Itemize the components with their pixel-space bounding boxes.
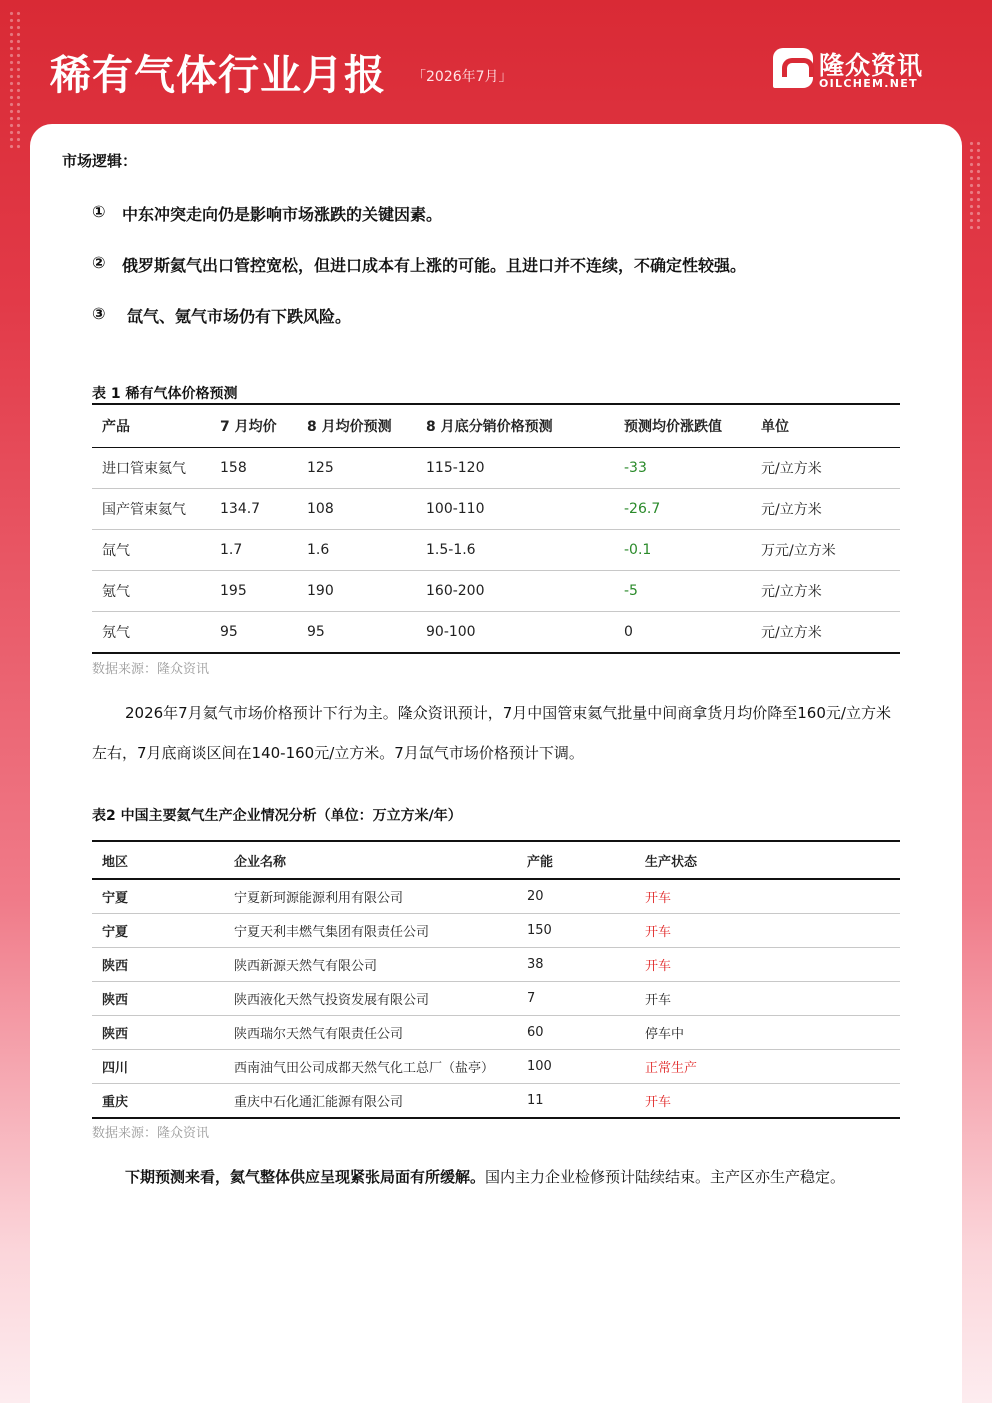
table-cell: 陕西: [92, 948, 224, 982]
table-row: [92, 530, 900, 571]
table-row: [92, 948, 900, 982]
table-cell: 宁夏: [92, 914, 224, 948]
outlook-text: 国内主力企业检修预计陆续结束。主产区亦生产稳定。: [485, 1168, 846, 1186]
table-cell: 宁夏新珂源能源利用有限公司: [224, 879, 517, 914]
table1-source: 数据来源：隆众资讯: [92, 662, 210, 677]
table-row: [92, 982, 900, 1016]
outlook-bold-text: 下期预测来看，氦气整体供应呈现紧张局面有所缓解。: [125, 1168, 486, 1186]
table-cell: 195: [210, 571, 297, 612]
column-header: 生产状态: [635, 841, 900, 879]
table-row: [92, 914, 900, 948]
table-cell: 正常生产: [635, 1050, 900, 1084]
table-cell: 108: [297, 489, 416, 530]
table-cell: 开车: [635, 914, 900, 948]
oilchem-logo: [773, 48, 939, 90]
oilchem-logo-icon: [773, 48, 813, 88]
table-header-row: [92, 404, 900, 448]
point-text: 俄罗斯氦气出口管控宽松，但进口成本有上涨的可能。且进口并不连续，不确定性较强。: [122, 256, 747, 275]
report-period: 「2026年7月」: [412, 69, 513, 85]
table-cell: 氖气: [102, 625, 130, 641]
column-header: 单位: [751, 404, 900, 448]
point-number: ①: [92, 202, 106, 221]
table-cell: 134.7: [210, 489, 297, 530]
table-cell: 四川: [92, 1050, 224, 1084]
table-cell: 重庆中石化通汇能源有限公司: [234, 1095, 404, 1110]
decorative-dots-right: [968, 140, 982, 230]
outlook-paragraph: [92, 1157, 900, 1197]
table-cell: 元/立方米: [751, 448, 900, 489]
table2-source: 数据来源：隆众资讯: [92, 1126, 210, 1141]
table-cell: 国产管束氦气: [92, 489, 210, 530]
table-cell: 95: [220, 624, 238, 640]
table-cell: 开车: [635, 879, 900, 914]
table-row: [92, 879, 900, 914]
table-cell: 0: [624, 624, 633, 640]
table-cell: 万元/立方米: [751, 530, 900, 571]
table-cell: 11: [527, 1093, 544, 1108]
table-cell: 氪气: [92, 571, 210, 612]
table-cell: 7: [517, 982, 635, 1016]
table-row: [92, 1050, 900, 1084]
table-header-row: [92, 841, 900, 879]
report-title: 稀有气体行业月报: [50, 51, 386, 99]
logic-point-1: [92, 202, 442, 225]
table-cell: 宁夏: [92, 879, 224, 914]
table-row: [92, 1084, 900, 1119]
table-cell: 元/立方米: [751, 571, 900, 612]
column-header: 8 月底分销价格预测: [416, 404, 614, 448]
point-text: 中东冲突走向仍是影响市场涨跌的关键因素。: [122, 205, 443, 224]
table1-caption: 表 1 稀有气体价格预测: [92, 386, 238, 402]
helium-market-paragraph: 2026年7月氦气市场价格预计下行为主。隆众资讯预计，7月中国管束氦气批量中间商拿货月均价降至160元/立方米左右，7月底商谈区间在140-160元/立方米。7月氙气市场价格预计下调。: [92, 704, 891, 762]
table-cell: 115-120: [416, 448, 614, 489]
table-cell: 西南油气田公司成都天然气化工总厂（盐亭）: [224, 1050, 517, 1084]
table-cell: 150: [517, 914, 635, 948]
market-logic-heading: 市场逻辑：: [62, 152, 138, 170]
table-row: [92, 612, 900, 654]
price-forecast-table: [92, 403, 900, 654]
table-cell: 元/立方米: [751, 489, 900, 530]
table-cell: 60: [517, 1016, 635, 1050]
table-cell: 开车: [645, 1095, 672, 1110]
table-cell: 陕西新源天然气有限公司: [224, 948, 517, 982]
table-cell: 进口管束氦气: [92, 448, 210, 489]
column-header: 产能: [517, 841, 635, 879]
logo-text-cn: 隆众资讯: [819, 51, 924, 80]
table-row: [92, 448, 900, 489]
table-row: [92, 571, 900, 612]
table-cell: 1.6: [297, 530, 416, 571]
table-cell: 开车: [635, 948, 900, 982]
table-cell: 20: [517, 879, 635, 914]
table-cell: -5: [614, 571, 751, 612]
table-cell: 陕西: [92, 982, 224, 1016]
table2-caption: 表2 中国主要氦气生产企业情况分析（单位：万立方米/年）: [92, 808, 462, 824]
logo-text-en: OILCHEM.NET: [819, 77, 918, 90]
logic-point-3: [92, 304, 351, 327]
table-cell: 125: [297, 448, 416, 489]
table-cell: 95: [307, 624, 325, 640]
table-cell: 190: [297, 571, 416, 612]
point-number: ③: [92, 304, 106, 323]
column-header: 产品: [92, 404, 210, 448]
column-header: 7 月均价: [210, 404, 297, 448]
point-text: 氙气、氪气市场仍有下跌风险。: [127, 307, 352, 326]
table-cell: -33: [614, 448, 751, 489]
table-cell: 1.7: [210, 530, 297, 571]
table-row: [92, 1016, 900, 1050]
table-cell: 重庆: [102, 1095, 129, 1110]
column-header: 地区: [92, 841, 224, 879]
table-cell: 38: [517, 948, 635, 982]
table-cell: -0.1: [614, 530, 751, 571]
column-header: 8 月均价预测: [297, 404, 416, 448]
table-cell: 宁夏天利丰燃气集团有限责任公司: [224, 914, 517, 948]
table-cell: 100: [517, 1050, 635, 1084]
table-cell: 氙气: [92, 530, 210, 571]
logic-point-2: [92, 253, 746, 276]
report-header: [0, 0, 992, 122]
table-cell: 陕西液化天然气投资发展有限公司: [224, 982, 517, 1016]
table-cell: 陕西瑞尔天然气有限责任公司: [224, 1016, 517, 1050]
column-header: 企业名称: [224, 841, 517, 879]
column-header: 预测均价涨跌值: [614, 404, 751, 448]
table-cell: 160-200: [416, 571, 614, 612]
table-cell: 停车中: [635, 1016, 900, 1050]
table-cell: 90-100: [426, 624, 476, 640]
point-number: ②: [92, 253, 106, 272]
table-cell: 陕西: [92, 1016, 224, 1050]
table-cell: 158: [210, 448, 297, 489]
table-row: [92, 489, 900, 530]
table-cell: 开车: [635, 982, 900, 1016]
table-cell: -26.7: [614, 489, 751, 530]
table-cell: 100-110: [416, 489, 614, 530]
table-cell: 1.5-1.6: [416, 530, 614, 571]
producer-table: [92, 840, 900, 1119]
table-cell: 元/立方米: [761, 625, 822, 641]
